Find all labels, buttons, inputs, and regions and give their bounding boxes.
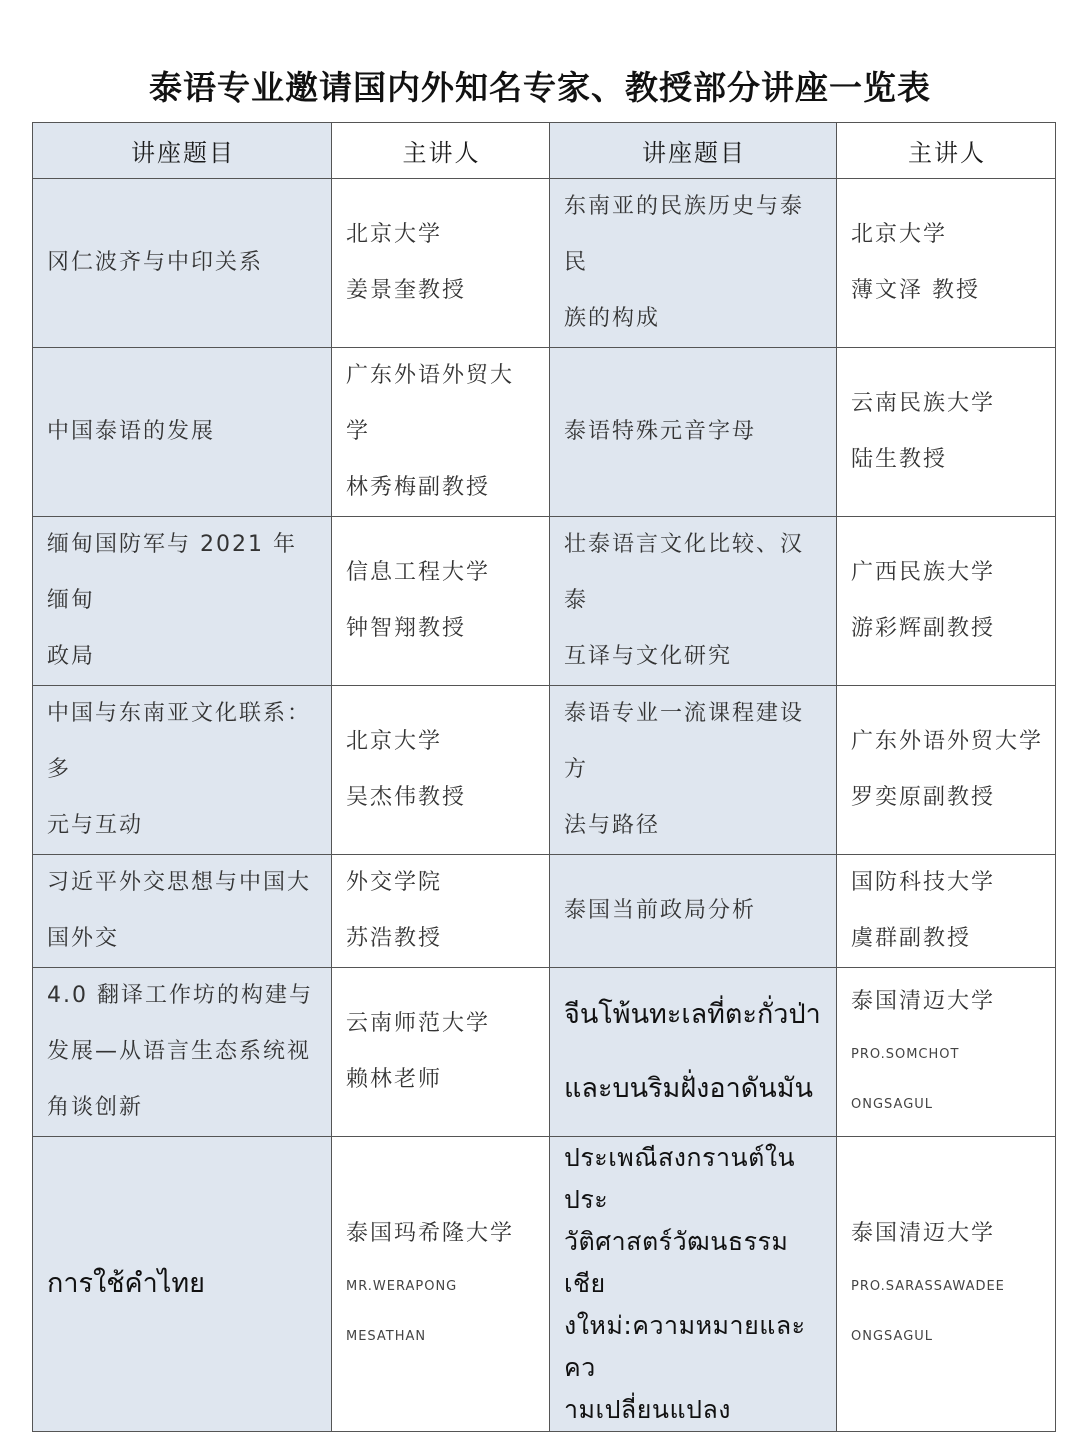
- lecture-topic: 东南亚的民族历史与泰民 族的构成: [550, 179, 837, 348]
- lecture-speaker: 广西民族大学 游彩辉副教授: [837, 517, 1056, 686]
- lecture-speaker: 泰国清迈大学 PRO.SOMCHOT ONGSAGUL: [837, 968, 1056, 1137]
- lecture-speaker: 泰国清迈大学 PRO.SARASSAWADEE ONGSAGUL: [837, 1137, 1056, 1432]
- table-row: [33, 179, 1056, 348]
- lecture-speaker: 广东外语外贸大学 罗奕原副教授: [837, 686, 1056, 855]
- lecture-speaker: 广东外语外贸大学 林秀梅副教授: [332, 348, 550, 517]
- lecture-speaker: 信息工程大学 钟智翔教授: [332, 517, 550, 686]
- table-row: [33, 348, 1056, 517]
- lecture-speaker: 北京大学 薄文泽 教授: [837, 179, 1056, 348]
- lecture-topic: 4.0 翻译工作坊的构建与 发展—从语言生态系统视 角谈创新: [33, 968, 332, 1137]
- header-topic: 讲座题目: [33, 123, 332, 179]
- lecture-topic: 泰语特殊元音字母: [550, 348, 837, 517]
- lecture-speaker: 云南民族大学 陆生教授: [837, 348, 1056, 517]
- lecture-topic: 壮泰语言文化比较、汉泰 互译与文化研究: [550, 517, 837, 686]
- lecture-speaker: 北京大学 姜景奎教授: [332, 179, 550, 348]
- lecture-topic: 中国泰语的发展: [33, 348, 332, 517]
- lecture-topic: 习近平外交思想与中国大 国外交: [33, 855, 332, 968]
- header-speaker: 主讲人: [332, 123, 550, 179]
- table-row: [33, 968, 1056, 1137]
- lecture-topic: 泰国当前政局分析: [550, 855, 837, 968]
- table-header-row: [33, 123, 1056, 179]
- lecture-speaker: 北京大学 吴杰伟教授: [332, 686, 550, 855]
- header-speaker: 主讲人: [837, 123, 1056, 179]
- lecture-topic: 缅甸国防军与 2021 年缅甸 政局: [33, 517, 332, 686]
- page-title: 泰语专业邀请国内外知名专家、教授部分讲座一览表: [149, 68, 931, 107]
- table-row: [33, 517, 1056, 686]
- lecture-speaker: 泰国玛希隆大学 MR.WERAPONG MESATHAN: [332, 1137, 550, 1432]
- lecture-topic-thai: การใช้คำไทย: [33, 1137, 332, 1432]
- lecture-topic: 泰语专业一流课程建设方 法与路径: [550, 686, 837, 855]
- lecture-speaker: 外交学院 苏浩教授: [332, 855, 550, 968]
- table-row: [33, 855, 1056, 968]
- header-topic: 讲座题目: [550, 123, 837, 179]
- table-row: [33, 1137, 1056, 1432]
- table-row: [33, 686, 1056, 855]
- lecture-topic: 中国与东南亚文化联系：多 元与互动: [33, 686, 332, 855]
- lecture-topic: 冈仁波齐与中印关系: [33, 179, 332, 348]
- lecture-topic-thai: จีนโพ้นทะเลที่ตะกั่วป่า และบนริมฝั่งอาดันมัน: [550, 968, 837, 1137]
- lecture-topic-thai: ประเพณีสงกรานต์ในประ วัติศาสตร์วัฒนธรรมเชีย งใหม่:ความหมายและคว ามเปลี่ยนแปลง: [550, 1137, 837, 1432]
- lecture-speaker: 国防科技大学 虞群副教授: [837, 855, 1056, 968]
- lecture-table: [32, 122, 1056, 1432]
- lecture-speaker: 云南师范大学 赖林老师: [332, 968, 550, 1137]
